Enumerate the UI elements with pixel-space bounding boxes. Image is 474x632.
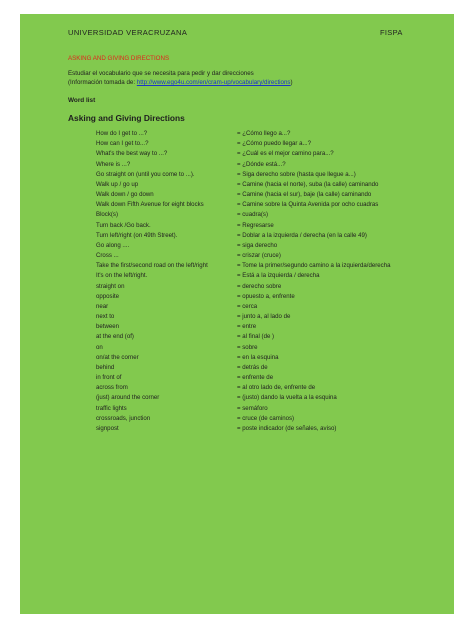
vocabulary-row [96, 415, 446, 425]
vocabulary-row [96, 140, 446, 150]
vocabulary-list [96, 130, 446, 435]
spanish-translation: = semáforo [237, 404, 268, 412]
english-phrase: Walk up / go up [96, 180, 139, 188]
vocabulary-row [96, 303, 446, 313]
spanish-translation: = criszar (cruce) [237, 252, 281, 260]
source-prefix: (Información tomada de: [68, 79, 137, 86]
english-phrase: across from [96, 384, 128, 392]
vocabulary-row [96, 374, 446, 384]
english-phrase: straight on [96, 282, 125, 290]
spanish-translation: = Camine (hacia el norte), suba (la calle) caminando [237, 180, 379, 188]
english-phrase: traffic lights [96, 404, 127, 412]
vocabulary-row [96, 293, 446, 303]
english-phrase: at the end (of) [96, 333, 134, 341]
spanish-translation: = Tome la primer/segundo camino a la izquierda/derecha [237, 262, 391, 270]
vocabulary-row [96, 242, 446, 252]
vocabulary-row [96, 252, 446, 262]
header-faculty: FISPA [380, 28, 403, 37]
spanish-translation: = cerca [237, 302, 258, 310]
spanish-translation: = derecho sobre [237, 282, 282, 290]
vocabulary-row [96, 323, 446, 333]
vocabulary-row [96, 354, 446, 364]
spanish-translation: = enfrente de [237, 374, 274, 382]
spanish-translation: = ¿Cómo llego a...? [237, 130, 291, 137]
vocabulary-row [96, 222, 446, 232]
english-phrase: Go straight on (until you come to ...). [96, 170, 195, 178]
source-link[interactable]: http://www.ego4u.com/en/cram-up/vocabulary/directions [136, 79, 291, 86]
english-phrase: Where is ...? [96, 160, 131, 168]
spanish-translation: = Camine (hacia el sur), baje (la calle) caminando [237, 191, 372, 199]
spanish-translation: = ¿Cuál es el mejor camino para...? [237, 150, 334, 158]
english-phrase: What's the best way to ...? [96, 150, 168, 158]
spanish-translation: = entre [237, 323, 257, 331]
spanish-translation: = Regresarse [237, 221, 274, 229]
vocabulary-row [96, 283, 446, 293]
english-phrase: on [96, 343, 103, 351]
vocabulary-row [96, 425, 446, 435]
vocabulary-row [96, 171, 446, 181]
spanish-translation: = Siga derecho sobre (hasta que llegue a...) [237, 170, 356, 178]
vocabulary-row [96, 313, 446, 323]
vocabulary-row [96, 344, 446, 354]
english-phrase: in front of [96, 374, 122, 382]
english-phrase: signpost [96, 424, 119, 432]
english-phrase: How can I get to...? [96, 140, 149, 148]
spanish-translation: = al final (de ) [237, 333, 275, 341]
source-note [68, 79, 293, 86]
english-phrase: behind [96, 363, 115, 371]
english-phrase: It's on the left/right. [96, 272, 148, 280]
spanish-translation: = Está a la izquierda / derecha [237, 272, 320, 280]
vocabulary-row [96, 272, 446, 282]
spanish-translation: = detrás de [237, 363, 268, 371]
spanish-translation: = cruce (de caminos) [237, 414, 295, 422]
english-phrase: Block(s) [96, 211, 119, 219]
english-phrase: Walk down / go down [96, 191, 154, 199]
spanish-translation: = Doblar a la izquierda / derecha (en la calle 49) [237, 231, 367, 239]
spanish-translation: = opuesto a, enfrente [237, 292, 295, 300]
english-phrase: crossroads, junction [96, 414, 151, 422]
intro-text: Estudiar el vocabulario que se necesita para pedir y dar direcciones [68, 70, 254, 77]
spanish-translation: = (justo) dando la vuelta a la esquina [237, 394, 337, 402]
english-phrase: next to [96, 313, 115, 321]
spanish-translation: = ¿Cómo puedo llegar a...? [237, 140, 312, 148]
vocabulary-row [96, 130, 446, 140]
section-title: Asking and Giving Directions [68, 113, 185, 123]
vocabulary-row [96, 232, 446, 242]
english-phrase: Turn left/right (on 49th Street). [96, 231, 178, 239]
vocabulary-row [96, 211, 446, 221]
document-title: ASKING AND GIVING DIRECTIONS [68, 55, 170, 62]
spanish-translation: = junto a, al lado de [237, 313, 291, 321]
english-phrase: Walk down Fifth Avenue for eight blocks [96, 201, 204, 209]
vocabulary-row [96, 405, 446, 415]
spanish-translation: = cuadra(s) [237, 211, 268, 219]
source-suffix: ) [290, 79, 293, 86]
spanish-translation: = al otro lado de, enfrente de [237, 384, 316, 392]
vocabulary-row [96, 333, 446, 343]
spanish-translation: = ¿Dónde está...? [237, 160, 286, 168]
vocabulary-row [96, 150, 446, 160]
english-phrase: on/at the corner [96, 353, 139, 361]
vocabulary-row [96, 161, 446, 171]
spanish-translation: = sobre [237, 343, 258, 351]
english-phrase: Go along .... [96, 241, 130, 249]
vocabulary-row [96, 262, 446, 272]
english-phrase: between [96, 323, 120, 331]
english-phrase: How do I get to ...? [96, 130, 148, 137]
word-list-label: Word list [68, 97, 96, 104]
english-phrase: Cross ... [96, 252, 119, 260]
english-phrase: Take the first/second road on the left/right [96, 262, 208, 270]
english-phrase: near [96, 302, 109, 310]
spanish-translation: = en la esquina [237, 353, 279, 361]
english-phrase: (just) around the corner [96, 394, 160, 402]
english-phrase: Turn back /Go back. [96, 221, 151, 229]
spanish-translation: = siga derecho [237, 241, 278, 249]
vocabulary-row [96, 394, 446, 404]
vocabulary-row [96, 201, 446, 211]
vocabulary-row [96, 384, 446, 394]
vocabulary-row [96, 364, 446, 374]
header-university: UNIVERSIDAD VERACRUZANA [68, 28, 188, 37]
spanish-translation: = poste indicador (de señales, aviso) [237, 424, 337, 432]
english-phrase: opposite [96, 292, 120, 300]
vocabulary-row [96, 191, 446, 201]
vocabulary-row [96, 181, 446, 191]
spanish-translation: = Camine sobre la Quinta Avenida por ocho cuadras [237, 201, 379, 209]
document-page [20, 14, 454, 614]
